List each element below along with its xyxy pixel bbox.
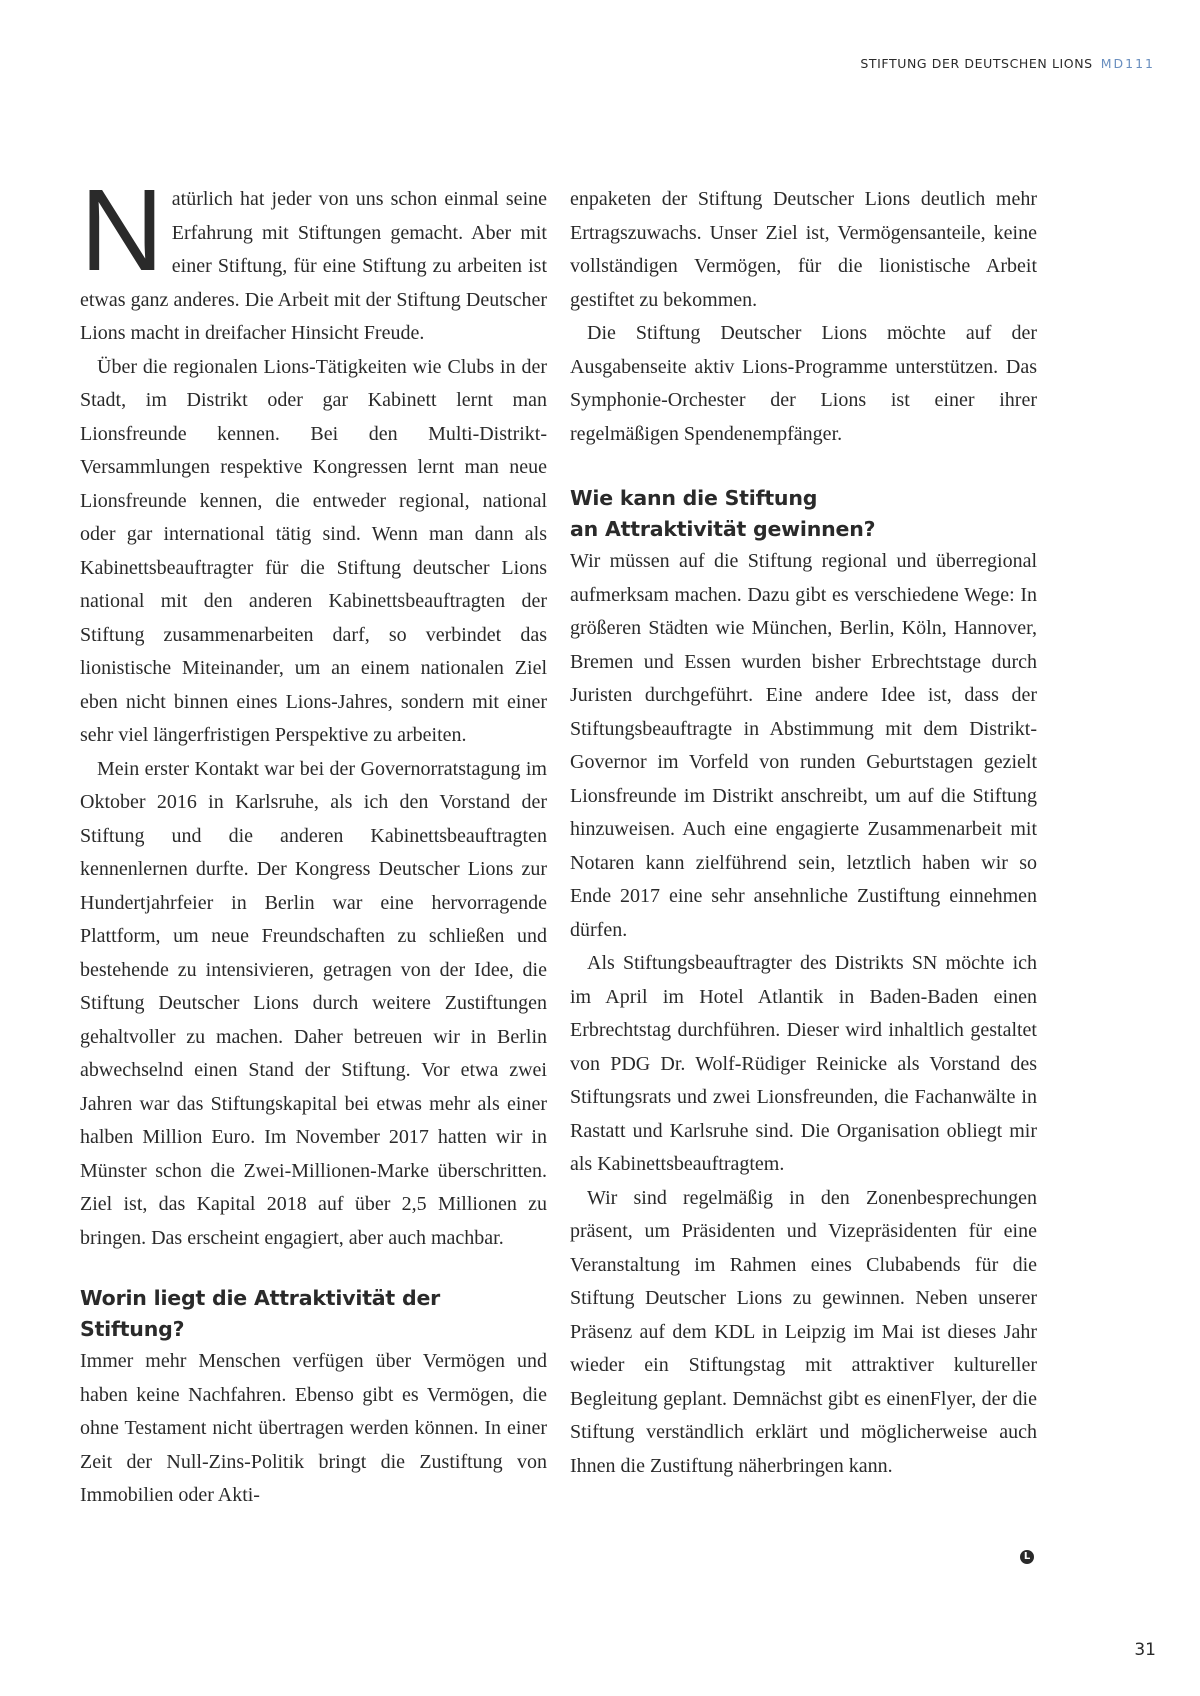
left-column: [80, 165, 547, 1513]
paragraph-assets: Immer mehr Menschen verfügen über Vermögen und haben keine Nachfahren. Ebenso gibt es Vermögen, die ohne Testament nicht übertragen werden können. In einer Zeit der Null-Zins-Politik bringt die Zustiftung von Immobilien oder Akti-: [80, 1350, 547, 1506]
page-number: 31: [1134, 1640, 1156, 1660]
publication-title: STIFTUNG DER DEUTSCHEN LIONS: [860, 56, 1093, 71]
paragraph-inheritance-day: Als Stiftungsbeauftragter des Distrikts SN möchte ich im April im Hotel Atlantik in Baden-Baden einen Erbrechtstag durchführen. Dieser wird inhaltlich gestaltet von PDG Dr. Wolf-Rüdiger Reinicke als Vorstand des Stiftungsrats und zwei Lionsfreunden, die Fachanwälte in Rastatt und Karlsruhe sind. Die Organisation obliegt mir als Kabinettsbeauftragtem.: [570, 952, 1037, 1175]
paragraph-yield: enpaketen der Stiftung Deutscher Lions deutlich mehr Ertragszuwachs. Unser Ziel ist, Vermögensanteile, keine vollständigen Vermögen, für die lionistische Arbeit gestiftet zu bekommen.: [570, 188, 1037, 311]
paragraph-expenditure: Die Stiftung Deutscher Lions möchte auf der Ausgabenseite aktiv Lions-Programme unterstützen. Das Symphonie-Orchester der Lions ist einer ihrer regelmäßigen Spendenempfänger.: [570, 322, 1037, 445]
paragraph-first-contact: Mein erster Kontakt war bei der Governorratstagung im Oktober 2016 in Karlsruhe, als ich den Vorstand der Stiftung und die anderen Kabinettsbeauftragten kennenlernen durfte. Der Kongress Deutscher Lions zur Hundertjahrfeier in Berlin war eine hervorragende Plattform, um neue Freundschaften zu schließen und bestehende zu intensivieren, getragen von der Idee, die Stiftung Deutscher Lions durch weitere Zustiftungen gehaltvoller zu machen. Daher betreuen wir in Berlin abwechselnd einen Stand der Stiftung. Vor etwa zwei Jahren war das Stiftungskapital bei etwas mehr als einer halben Million Euro. Im November 2017 hatten wir in Münster schon die Zwei-Millionen-Marke überschritten. Ziel ist, das Kapital 2018 auf über 2,5 Millionen zu bringen. Das erscheint engagiert, aber auch machbar.: [80, 757, 547, 1249]
paragraph-regional-activities: Über die regionalen Lions-Tätigkeiten wie Clubs in der Stadt, im Distrikt oder gar Kabinett lernt man Lionsfreunde kennen. Bei den Multi-Distrikt-Versammlungen respektive Kongressen lernt man neue Lionsfreunde kennen, die entweder regional, national oder gar international tätig sind. Wenn man dann als Kabinettsbeauftragter für die Stiftung deutscher Lions national mit den anderen Kabinettsbeauftragten der Stiftung zusammenarbeiten darf, so verbindet das lionistische Miteinander, um an einem nationalen Ziel eben nicht binnen eines Lions-Jahres, sondern mit einer sehr viel längerfristigen Perspektive zu arbeiten.: [80, 355, 547, 746]
dropcap-letter: N: [80, 165, 164, 295]
running-header: [860, 56, 1155, 71]
district-code: MD111: [1100, 56, 1155, 71]
subhead-gain-attractiveness: [570, 483, 1037, 545]
paragraph-awareness: Wir müssen auf die Stiftung regional und überregional aufmerksam machen. Dazu gibt es verschiedene Wege: In größeren Städten wie München, Berlin, Köln, Hannover, Bremen und Essen wurden bisher Erbrechtstage durch Juristen durchgeführt. Eine andere Idee ist, dass der Stiftungsbeauftragte in Abstimmung mit dem Distrikt-Governor im Vorfeld von runden Geburtstagen gezielt Lionsfreunde im Distrikt anschreibt, um auf die Stiftung hinzuweisen. Auch eine engagierte Zusammenarbeit mit Notaren kann zielführend sein, letztlich haben wir so Ende 2017 eine sehr ansehnliche Zustiftung einnehmen dürfen.: [570, 550, 1037, 941]
subhead-line-2: an Attraktivität gewinnen?: [570, 517, 876, 541]
paragraph-zone-meetings: Wir sind regelmäßig in den Zonenbesprechungen präsent, um Präsidenten und Vizepräsidenten für eine Veranstaltung im Rahmen eines Clubabends für die Stiftung Deutscher Lions zu gewinnen. Neben unserer Präsenz auf dem KDL in Leipzig im Mai ist dieses Jahr wieder ein Stiftungstag mit attraktiver kultureller Begleitung geplant. Demnächst gibt es einenFlyer, der die Stiftung verständlich erklärt und möglicherweise auch Ihnen die Zustiftung näherbringen kann.: [570, 1186, 1037, 1477]
right-column: [570, 183, 1037, 1483]
lions-end-icon: L: [1020, 1550, 1034, 1564]
intro-paragraph: [80, 165, 547, 351]
subhead-attractiveness: Worin liegt die Attraktivität der Stiftung?: [80, 1286, 441, 1341]
subhead-line-1: Wie kann die Stiftung: [570, 486, 818, 510]
intro-text: atürlich hat jeder von uns schon einmal seine Erfahrung mit Stiftungen gemacht. Aber mit einer Stiftung, für eine Stiftung zu arbeiten ist etwas ganz anderes. Die Arbeit mit der Stiftung Deutscher Lions macht in dreifacher Hinsicht Freude.: [80, 188, 547, 344]
